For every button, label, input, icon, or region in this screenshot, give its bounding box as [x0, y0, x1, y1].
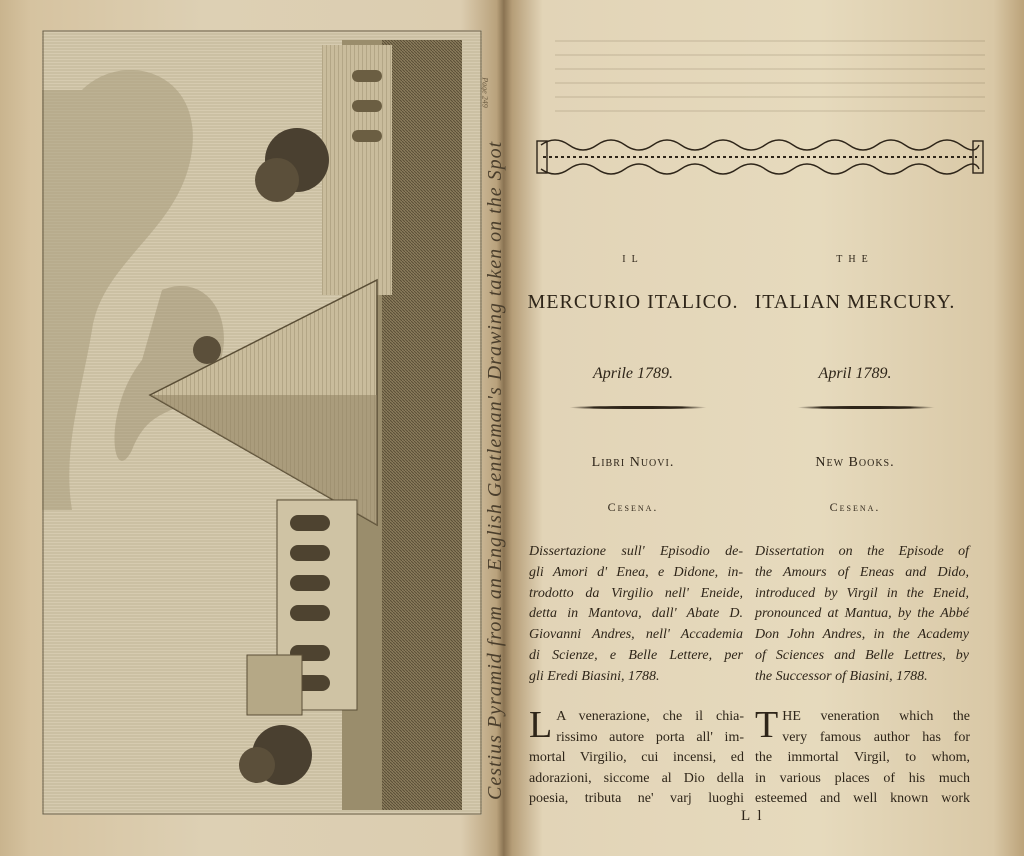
italian-entry-line: gli Amori d' Enea, e Didone, in- [529, 564, 743, 580]
engraving-plate [42, 30, 482, 815]
text-page [515, 0, 1000, 856]
italian-dropcap: L [529, 704, 553, 746]
italian-entry-line: gli Eredi Biasini, 1788. [529, 668, 660, 684]
english-rule [797, 406, 935, 409]
italian-title: MERCURIO ITALICO. [527, 291, 739, 313]
italian-city: Cesena. [607, 500, 659, 514]
english-small-heading: THE [836, 254, 874, 265]
english-body-line: very famous author has for [782, 729, 970, 745]
header-ornament-border [535, 133, 985, 181]
english-city: Cesena. [829, 500, 881, 514]
english-section-heading: New Books. [815, 455, 895, 470]
italian-entry-line: detta in Mantova, dall' Abate D. [529, 606, 743, 622]
italian-body-line: poesia, tributa ne' varj luoghi [529, 791, 744, 806]
italian-entry-line: trodotto da Virgilio nell' Eneide, [529, 585, 743, 601]
english-title: ITALIAN MERCURY. [754, 291, 956, 313]
english-entry-line: pronounced at Mantua, by the Abbé [755, 606, 969, 622]
italian-section-heading: Libri Nuovi. [591, 455, 675, 470]
english-entry-line: Don John Andres, in the Academy [755, 627, 969, 643]
english-date: April 1789. [818, 365, 892, 382]
signature-mark: L l [741, 808, 764, 824]
english-body-text [755, 704, 970, 810]
english-entry-line: of Sciences and Belle Lettres, by [755, 647, 969, 663]
plate-caption [462, 110, 506, 810]
italian-body-line: rissimo autore porta all' im- [556, 729, 744, 745]
english-body-line: esteemed and well known work [755, 791, 970, 806]
english-entry-line: the Amours of Eneas and Dido, [755, 564, 969, 580]
italian-body-line: A venerazione, che il chia- [556, 709, 744, 724]
italian-entry-line: Dissertazione sull' Episodio de- [529, 544, 743, 559]
english-entry-line: the Successor of Biasini, 1788. [755, 668, 928, 684]
bleed-through-shadow [555, 40, 985, 120]
english-book-entry [755, 542, 969, 688]
italian-body-text [529, 704, 744, 810]
italian-entry-line: di Scienze, e Belle Lettere, per [529, 647, 743, 663]
english-entry-line: Dissertation on the Episode of [755, 544, 969, 559]
english-body-line: the immortal Virgil, to whom, [755, 750, 970, 765]
italian-body-line: mortal Virgilio, cui incensi, ed [529, 750, 744, 765]
italian-book-entry [529, 542, 743, 688]
english-body-line: HE veneration which the [782, 709, 970, 724]
italian-rule [569, 406, 707, 409]
italian-date: Aprile 1789. [593, 365, 673, 382]
italian-body-line: adorazioni, siccome al Dio della [529, 770, 744, 786]
italian-entry-line: Giovanni Andres, nell' Accademia [529, 627, 743, 643]
english-body-line: in various places of his much [755, 770, 970, 786]
english-entry-line: introduced by Virgil in the Eneid, [755, 585, 969, 601]
plate-number: Page 249 [480, 77, 490, 108]
english-dropcap: T [755, 704, 779, 746]
pyramid-engraving-illustration [42, 30, 482, 815]
plate-caption-text: Cestius Pyramid from an English Gentleman's Drawing taken on the Spot [484, 140, 506, 800]
italian-small-heading: IL [622, 254, 644, 265]
